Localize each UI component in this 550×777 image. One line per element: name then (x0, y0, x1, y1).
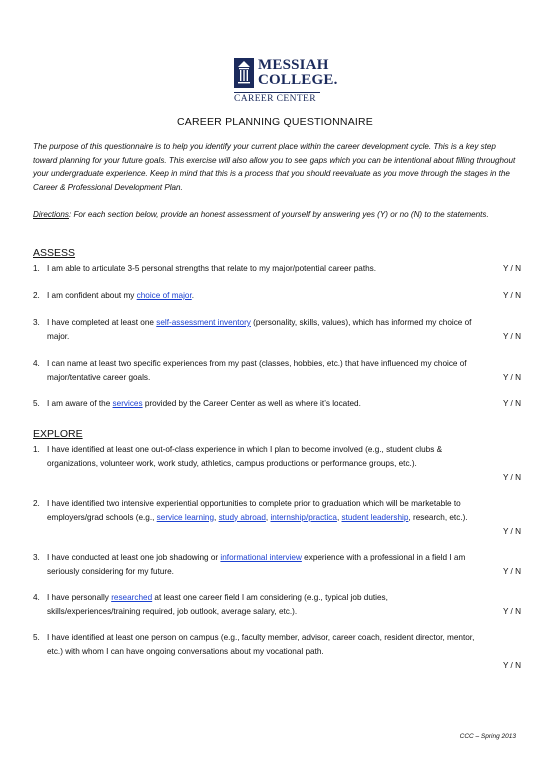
yes-no-answer[interactable]: Y / N (502, 607, 521, 617)
question-text-segment: experience with a professional in a field I am seriously considering for my future. (47, 553, 466, 576)
yes-no-answer[interactable]: Y / N (502, 473, 521, 483)
question-text (47, 497, 477, 524)
logo-subtitle: CAREER CENTER (234, 94, 316, 104)
question-text-segment: I have completed at least one (47, 318, 157, 327)
resource-link[interactable]: self-assessment inventory (156, 318, 251, 327)
footer-note: CCC – Spring 2013 (459, 733, 516, 740)
explore-question-2 (33, 497, 521, 539)
assess-question-4 (33, 357, 521, 385)
yes-no-answer[interactable]: Y / N (502, 332, 521, 342)
question-text-segment: , (265, 512, 271, 522)
yes-no-answer[interactable]: Y / N (502, 291, 521, 301)
resource-link[interactable]: services (112, 399, 143, 408)
question-number: 1. (33, 264, 40, 273)
assess-question-5 (33, 397, 521, 411)
question-text-segment: at least one career field I am considering (e.g., typical job duties, skills/experiences/training required, job outlook, average salary, etc.). (47, 593, 388, 616)
yes-no-answer[interactable]: Y / N (502, 661, 521, 671)
yes-no-answer[interactable]: Y / N (502, 567, 521, 577)
question-number: 5. (33, 633, 40, 642)
question-number: 4. (33, 593, 40, 602)
question-text-segment: I am aware of the (47, 399, 113, 408)
question-text-segment: I have conducted at least one job shadowing or (47, 553, 221, 562)
assess-question-3 (33, 316, 521, 344)
resource-link[interactable]: internship/practica (270, 512, 337, 522)
question-text-segment: I am confident about my (47, 291, 137, 300)
question-text-segment: provided by the Career Center as well as where it’s located. (142, 399, 361, 408)
question-number: 3. (33, 318, 40, 327)
resource-link[interactable]: student leadership (341, 512, 409, 522)
college-building-icon (234, 58, 254, 88)
logo-line-1: MESSIAH (258, 57, 329, 73)
yes-no-answer[interactable]: Y / N (502, 264, 521, 274)
resource-link[interactable]: informational interview (220, 553, 302, 562)
explore-question-5 (33, 631, 521, 673)
yes-no-answer[interactable]: Y / N (502, 373, 521, 383)
question-text (47, 551, 477, 578)
question-text-segment: I can name at least two specific experiences from my past (classes, hobbies, etc.) that have influenced my choice of major/tentative career goals. (47, 359, 467, 382)
resource-link[interactable]: choice of major (136, 291, 192, 300)
directions-text: : For each section below, provide an honest assessment of yourself by answering yes (Y) or no (N) to the statements. (68, 210, 489, 219)
question-text (47, 316, 477, 343)
directions-label: Directions (33, 210, 69, 219)
question-text (47, 591, 477, 618)
assess-question-1 (33, 262, 521, 276)
question-text-segment: (personality, skills, values), which has informed my choice of major. (47, 318, 472, 341)
intro-paragraph: The purpose of this questionnaire is to help you identify your current place within the career development cycle. This is a key step toward planning for your future goals. This exercise will also allow you to see gaps which you can be intentional about filling throughout your undergraduate experience. Keep in mind that this is a process that you should reevaluate as you move through the stages in the Career & Professional Development Plan. (33, 142, 516, 193)
question-text (47, 262, 477, 276)
logo-line-2: COLLEGE. (258, 72, 338, 88)
question-text-segment: I have identified at least one person on campus (e.g., faculty member, advisor, career coach, resident director, mentor, etc.) with whom I can have ongoing conversations about my vocational path. (47, 633, 475, 656)
question-number: 3. (33, 553, 40, 562)
question-text-segment: I have identified at least one out-of-class experience in which I plan to become involved (e.g., student clubs & organizations, volunteer work, work study, athletics, campus productions or performance groups, etc.). (47, 445, 443, 468)
question-text-segment: . (191, 291, 195, 300)
directions-paragraph (33, 208, 519, 222)
question-text-segment: I have personally (47, 593, 112, 602)
explore-question-3 (33, 551, 521, 579)
yes-no-answer[interactable]: Y / N (502, 527, 521, 537)
explore-question-4 (33, 591, 521, 619)
logo-divider (234, 92, 320, 93)
resource-link[interactable]: researched (111, 593, 153, 602)
question-text-segment: , research, etc.). (408, 512, 468, 522)
question-number: 1. (33, 445, 40, 454)
resource-link[interactable]: study abroad (218, 512, 266, 522)
section-heading-assess: ASSESS (33, 247, 76, 259)
question-number: 4. (33, 359, 40, 368)
assess-question-2 (33, 289, 521, 303)
question-number: 2. (33, 499, 40, 508)
question-text (47, 289, 477, 303)
question-text-segment: I am able to articulate 3-5 personal strengths that relate to my major/potential career paths. (47, 264, 377, 273)
question-text (47, 397, 477, 411)
question-number: 2. (33, 291, 40, 300)
question-text-segment: , (336, 512, 342, 522)
question-text (47, 631, 477, 658)
messiah-college-logo (234, 56, 338, 108)
question-text (47, 357, 477, 384)
yes-no-answer[interactable]: Y / N (502, 399, 521, 409)
question-text (47, 443, 477, 470)
question-text-segment: , (214, 512, 219, 522)
resource-link[interactable]: service learning (156, 512, 215, 522)
question-number: 5. (33, 399, 40, 408)
page-title: CAREER PLANNING QUESTIONNAIRE (177, 116, 373, 128)
explore-question-1 (33, 443, 521, 485)
question-text-segment: I have identified two intensive experiential opportunities to complete prior to graduation which will be marketable to employers/grad schools (e.g., (47, 499, 461, 522)
section-heading-explore: EXPLORE (33, 428, 83, 440)
